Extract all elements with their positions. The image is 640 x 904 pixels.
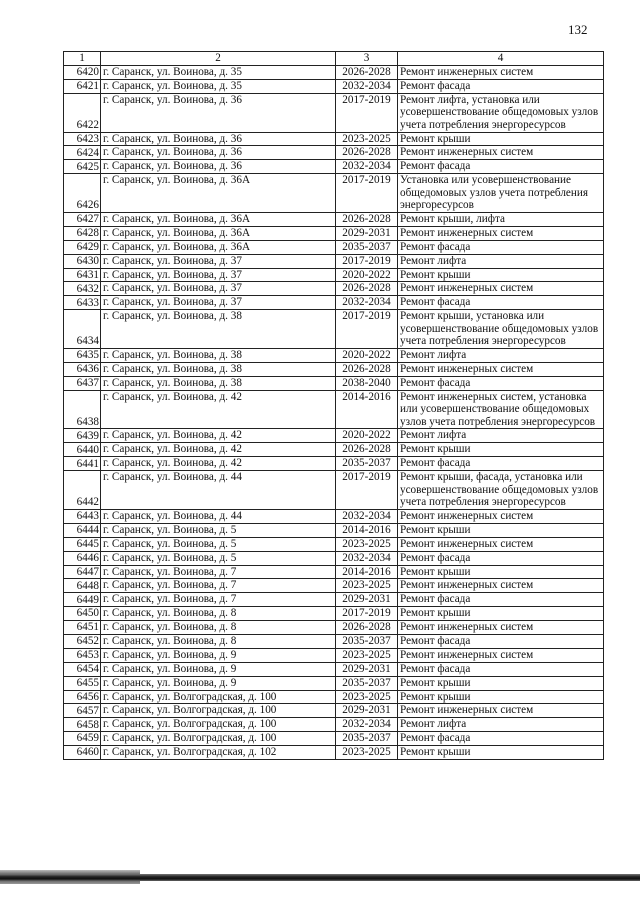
row-number-cell: 6445 bbox=[64, 537, 101, 551]
period-cell: 2020-2022 bbox=[336, 268, 398, 282]
work-type-cell: Ремонт инженерных систем bbox=[398, 226, 604, 240]
table-row bbox=[64, 621, 604, 635]
work-type-cell: Ремонт крыши bbox=[398, 523, 604, 537]
column-header-work-type: 4 bbox=[398, 52, 604, 66]
work-type-cell: Ремонт крыши bbox=[398, 746, 604, 760]
period-cell: 2032-2034 bbox=[336, 509, 398, 523]
table-row bbox=[64, 268, 604, 282]
address-cell: г. Саранск, ул. Волгоградская, д. 100 bbox=[101, 718, 336, 732]
period-cell: 2026-2028 bbox=[336, 282, 398, 296]
address-cell: г. Саранск, ул. Воинова, д. 42 bbox=[101, 457, 336, 471]
period-cell: 2017-2019 bbox=[336, 471, 398, 510]
period-cell: 2023-2025 bbox=[336, 579, 398, 593]
address-cell: г. Саранск, ул. Воинова, д. 9 bbox=[101, 676, 336, 690]
work-type-cell: Ремонт лифта, установка или усовершенствование общедомовых узлов учета потребления энергоресурсов bbox=[398, 93, 604, 132]
row-number-cell: 6435 bbox=[64, 349, 101, 363]
period-cell: 2026-2028 bbox=[336, 66, 398, 80]
address-cell: г. Саранск, ул. Воинова, д. 37 bbox=[101, 296, 336, 310]
table-row bbox=[64, 376, 604, 390]
row-number-cell: 6453 bbox=[64, 648, 101, 662]
table-row bbox=[64, 537, 604, 551]
address-cell: г. Саранск, ул. Волгоградская, д. 102 bbox=[101, 746, 336, 760]
row-number-cell: 6430 bbox=[64, 254, 101, 268]
table-row bbox=[64, 457, 604, 471]
row-number-cell: 6424 bbox=[64, 146, 101, 160]
period-cell: 2017-2019 bbox=[336, 93, 398, 132]
period-cell: 2035-2037 bbox=[336, 676, 398, 690]
period-cell: 2029-2031 bbox=[336, 226, 398, 240]
address-cell: г. Саранск, ул. Воинова, д. 36 bbox=[101, 93, 336, 132]
row-number-cell: 6452 bbox=[64, 634, 101, 648]
row-number-cell: 6438 bbox=[64, 390, 101, 429]
row-number-cell: 6446 bbox=[64, 551, 101, 565]
column-header-number: 1 bbox=[64, 52, 101, 66]
table-row bbox=[64, 254, 604, 268]
table-row bbox=[64, 565, 604, 579]
period-cell: 2029-2031 bbox=[336, 704, 398, 718]
table-row bbox=[64, 551, 604, 565]
row-number-cell: 6444 bbox=[64, 523, 101, 537]
row-number-cell: 6459 bbox=[64, 732, 101, 746]
table-row bbox=[64, 746, 604, 760]
address-cell: г. Саранск, ул. Воинова, д. 8 bbox=[101, 634, 336, 648]
work-type-cell: Ремонт лифта bbox=[398, 254, 604, 268]
period-cell: 2017-2019 bbox=[336, 310, 398, 349]
table-row bbox=[64, 160, 604, 174]
work-type-cell: Ремонт инженерных систем bbox=[398, 579, 604, 593]
work-type-cell: Ремонт инженерных систем bbox=[398, 362, 604, 376]
row-number-cell: 6432 bbox=[64, 282, 101, 296]
work-type-cell: Ремонт фасада bbox=[398, 240, 604, 254]
table-row bbox=[64, 349, 604, 363]
table-row bbox=[64, 93, 604, 132]
work-type-cell: Ремонт фасада bbox=[398, 662, 604, 676]
work-type-cell: Ремонт крыши, фасада, установка или усовершенствование общедомовых узлов учета потребления энергоресурсов bbox=[398, 471, 604, 510]
table-row bbox=[64, 362, 604, 376]
table-row bbox=[64, 471, 604, 510]
work-type-cell: Ремонт инженерных систем bbox=[398, 648, 604, 662]
page-number: 132 bbox=[568, 22, 588, 37]
row-number-cell: 6422 bbox=[64, 93, 101, 132]
row-number-cell: 6436 bbox=[64, 362, 101, 376]
row-number-cell: 6433 bbox=[64, 296, 101, 310]
address-cell: г. Саранск, ул. Воинова, д. 36 bbox=[101, 146, 336, 160]
address-cell: г. Саранск, ул. Воинова, д. 35 bbox=[101, 79, 336, 93]
table-header-row bbox=[64, 52, 604, 66]
period-cell: 2020-2022 bbox=[336, 349, 398, 363]
address-cell: г. Саранск, ул. Воинова, д. 35 bbox=[101, 66, 336, 80]
row-number-cell: 6423 bbox=[64, 132, 101, 146]
row-number-cell: 6455 bbox=[64, 676, 101, 690]
table-row bbox=[64, 174, 604, 213]
work-type-cell: Ремонт фасада bbox=[398, 732, 604, 746]
work-type-cell: Ремонт фасада bbox=[398, 296, 604, 310]
table-row bbox=[64, 634, 604, 648]
table-body bbox=[64, 66, 604, 760]
work-type-cell: Ремонт фасада bbox=[398, 551, 604, 565]
table-row bbox=[64, 690, 604, 704]
address-cell: г. Саранск, ул. Воинова, д. 9 bbox=[101, 648, 336, 662]
row-number-cell: 6437 bbox=[64, 376, 101, 390]
work-type-cell: Ремонт фасада bbox=[398, 457, 604, 471]
period-cell: 2023-2025 bbox=[336, 537, 398, 551]
table-row bbox=[64, 66, 604, 80]
row-number-cell: 6458 bbox=[64, 718, 101, 732]
table-row bbox=[64, 523, 604, 537]
address-cell: г. Саранск, ул. Воинова, д. 7 bbox=[101, 593, 336, 607]
period-cell: 2035-2037 bbox=[336, 240, 398, 254]
work-type-cell: Ремонт фасада bbox=[398, 160, 604, 174]
address-cell: г. Саранск, ул. Волгоградская, д. 100 bbox=[101, 690, 336, 704]
work-type-cell: Ремонт фасада bbox=[398, 634, 604, 648]
table-row bbox=[64, 146, 604, 160]
repair-schedule-table bbox=[63, 51, 604, 760]
address-cell: г. Саранск, ул. Воинова, д. 37 bbox=[101, 254, 336, 268]
table-row bbox=[64, 390, 604, 429]
period-cell: 2014-2016 bbox=[336, 523, 398, 537]
work-type-cell: Ремонт инженерных систем bbox=[398, 66, 604, 80]
address-cell: г. Саранск, ул. Воинова, д. 36 bbox=[101, 160, 336, 174]
period-cell: 2023-2025 bbox=[336, 746, 398, 760]
table-row bbox=[64, 704, 604, 718]
period-cell: 2026-2028 bbox=[336, 362, 398, 376]
address-cell: г. Саранск, ул. Воинова, д. 5 bbox=[101, 551, 336, 565]
table-row bbox=[64, 443, 604, 457]
row-number-cell: 6427 bbox=[64, 213, 101, 227]
work-type-cell: Ремонт лифта bbox=[398, 349, 604, 363]
row-number-cell: 6428 bbox=[64, 226, 101, 240]
work-type-cell: Ремонт инженерных систем bbox=[398, 621, 604, 635]
period-cell: 2029-2031 bbox=[336, 662, 398, 676]
work-type-cell: Установка или усовершенствование общедомовых узлов учета потребления энергоресурсов bbox=[398, 174, 604, 213]
work-type-cell: Ремонт крыши bbox=[398, 690, 604, 704]
address-cell: г. Саранск, ул. Воинова, д. 36А bbox=[101, 240, 336, 254]
address-cell: г. Саранск, ул. Воинова, д. 44 bbox=[101, 509, 336, 523]
scan-edge-artifact bbox=[0, 874, 640, 881]
address-cell: г. Саранск, ул. Воинова, д. 38 bbox=[101, 310, 336, 349]
table-row bbox=[64, 648, 604, 662]
work-type-cell: Ремонт инженерных систем bbox=[398, 704, 604, 718]
column-header-period: 3 bbox=[336, 52, 398, 66]
work-type-cell: Ремонт лифта bbox=[398, 718, 604, 732]
row-number-cell: 6454 bbox=[64, 662, 101, 676]
table-row bbox=[64, 718, 604, 732]
table-row bbox=[64, 296, 604, 310]
address-cell: г. Саранск, ул. Воинова, д. 42 bbox=[101, 390, 336, 429]
work-type-cell: Ремонт крыши, установка или усовершенствование общедомовых узлов учета потребления энергоресурсов bbox=[398, 310, 604, 349]
period-cell: 2023-2025 bbox=[336, 690, 398, 704]
work-type-cell: Ремонт крыши bbox=[398, 132, 604, 146]
period-cell: 2023-2025 bbox=[336, 132, 398, 146]
row-number-cell: 6420 bbox=[64, 66, 101, 80]
row-number-cell: 6441 bbox=[64, 457, 101, 471]
address-cell: г. Саранск, ул. Воинова, д. 36А bbox=[101, 174, 336, 213]
period-cell: 2026-2028 bbox=[336, 213, 398, 227]
work-type-cell: Ремонт крыши bbox=[398, 676, 604, 690]
address-cell: г. Саранск, ул. Воинова, д. 5 bbox=[101, 523, 336, 537]
row-number-cell: 6447 bbox=[64, 565, 101, 579]
address-cell: г. Саранск, ул. Воинова, д. 44 bbox=[101, 471, 336, 510]
table-row bbox=[64, 607, 604, 621]
table-row bbox=[64, 509, 604, 523]
work-type-cell: Ремонт инженерных систем bbox=[398, 509, 604, 523]
period-cell: 2038-2040 bbox=[336, 376, 398, 390]
row-number-cell: 6443 bbox=[64, 509, 101, 523]
period-cell: 2026-2028 bbox=[336, 146, 398, 160]
period-cell: 2017-2019 bbox=[336, 174, 398, 213]
table-row bbox=[64, 593, 604, 607]
work-type-cell: Ремонт инженерных систем bbox=[398, 282, 604, 296]
work-type-cell: Ремонт лифта bbox=[398, 429, 604, 443]
work-type-cell: Ремонт инженерных систем bbox=[398, 146, 604, 160]
work-type-cell: Ремонт крыши, лифта bbox=[398, 213, 604, 227]
row-number-cell: 6457 bbox=[64, 704, 101, 718]
table-row bbox=[64, 132, 604, 146]
row-number-cell: 6434 bbox=[64, 310, 101, 349]
table-row bbox=[64, 240, 604, 254]
address-cell: г. Саранск, ул. Воинова, д. 42 bbox=[101, 429, 336, 443]
work-type-cell: Ремонт инженерных систем, установка или усовершенствование общедомовых узлов учета потребления энергоресурсов bbox=[398, 390, 604, 429]
period-cell: 2023-2025 bbox=[336, 648, 398, 662]
address-cell: г. Саранск, ул. Волгоградская, д. 100 bbox=[101, 732, 336, 746]
period-cell: 2014-2016 bbox=[336, 565, 398, 579]
address-cell: г. Саранск, ул. Воинова, д. 9 bbox=[101, 662, 336, 676]
period-cell: 2032-2034 bbox=[336, 160, 398, 174]
address-cell: г. Саранск, ул. Воинова, д. 38 bbox=[101, 349, 336, 363]
row-number-cell: 6429 bbox=[64, 240, 101, 254]
address-cell: г. Саранск, ул. Воинова, д. 37 bbox=[101, 282, 336, 296]
period-cell: 2035-2037 bbox=[336, 634, 398, 648]
table-row bbox=[64, 310, 604, 349]
table-row bbox=[64, 429, 604, 443]
row-number-cell: 6448 bbox=[64, 579, 101, 593]
table-row bbox=[64, 732, 604, 746]
work-type-cell: Ремонт крыши bbox=[398, 443, 604, 457]
period-cell: 2014-2016 bbox=[336, 390, 398, 429]
work-type-cell: Ремонт крыши bbox=[398, 607, 604, 621]
period-cell: 2026-2028 bbox=[336, 621, 398, 635]
row-number-cell: 6425 bbox=[64, 160, 101, 174]
table-row bbox=[64, 579, 604, 593]
address-cell: г. Саранск, ул. Воинова, д. 8 bbox=[101, 621, 336, 635]
period-cell: 2032-2034 bbox=[336, 718, 398, 732]
row-number-cell: 6456 bbox=[64, 690, 101, 704]
address-cell: г. Саранск, ул. Волгоградская, д. 100 bbox=[101, 704, 336, 718]
address-cell: г. Саранск, ул. Воинова, д. 36А bbox=[101, 226, 336, 240]
address-cell: г. Саранск, ул. Воинова, д. 8 bbox=[101, 607, 336, 621]
period-cell: 2035-2037 bbox=[336, 732, 398, 746]
period-cell: 2020-2022 bbox=[336, 429, 398, 443]
row-number-cell: 6439 bbox=[64, 429, 101, 443]
address-cell: г. Саранск, ул. Воинова, д. 36 bbox=[101, 132, 336, 146]
period-cell: 2035-2037 bbox=[336, 457, 398, 471]
table-row bbox=[64, 282, 604, 296]
address-cell: г. Саранск, ул. Воинова, д. 42 bbox=[101, 443, 336, 457]
period-cell: 2017-2019 bbox=[336, 607, 398, 621]
period-cell: 2026-2028 bbox=[336, 443, 398, 457]
table-row bbox=[64, 662, 604, 676]
period-cell: 2029-2031 bbox=[336, 593, 398, 607]
row-number-cell: 6426 bbox=[64, 174, 101, 213]
column-header-address: 2 bbox=[101, 52, 336, 66]
row-number-cell: 6431 bbox=[64, 268, 101, 282]
period-cell: 2032-2034 bbox=[336, 551, 398, 565]
address-cell: г. Саранск, ул. Воинова, д. 36А bbox=[101, 213, 336, 227]
row-number-cell: 6450 bbox=[64, 607, 101, 621]
address-cell: г. Саранск, ул. Воинова, д. 7 bbox=[101, 565, 336, 579]
row-number-cell: 6460 bbox=[64, 746, 101, 760]
period-cell: 2032-2034 bbox=[336, 296, 398, 310]
table-row bbox=[64, 79, 604, 93]
work-type-cell: Ремонт крыши bbox=[398, 268, 604, 282]
row-number-cell: 6449 bbox=[64, 593, 101, 607]
work-type-cell: Ремонт фасада bbox=[398, 376, 604, 390]
work-type-cell: Ремонт фасада bbox=[398, 79, 604, 93]
address-cell: г. Саранск, ул. Воинова, д. 7 bbox=[101, 579, 336, 593]
period-cell: 2017-2019 bbox=[336, 254, 398, 268]
work-type-cell: Ремонт крыши bbox=[398, 565, 604, 579]
table-row bbox=[64, 226, 604, 240]
work-type-cell: Ремонт инженерных систем bbox=[398, 537, 604, 551]
table-row bbox=[64, 213, 604, 227]
address-cell: г. Саранск, ул. Воинова, д. 38 bbox=[101, 362, 336, 376]
period-cell: 2032-2034 bbox=[336, 79, 398, 93]
row-number-cell: 6451 bbox=[64, 621, 101, 635]
work-type-cell: Ремонт фасада bbox=[398, 593, 604, 607]
table-row bbox=[64, 676, 604, 690]
row-number-cell: 6442 bbox=[64, 471, 101, 510]
address-cell: г. Саранск, ул. Воинова, д. 38 bbox=[101, 376, 336, 390]
row-number-cell: 6440 bbox=[64, 443, 101, 457]
address-cell: г. Саранск, ул. Воинова, д. 37 bbox=[101, 268, 336, 282]
address-cell: г. Саранск, ул. Воинова, д. 5 bbox=[101, 537, 336, 551]
row-number-cell: 6421 bbox=[64, 79, 101, 93]
